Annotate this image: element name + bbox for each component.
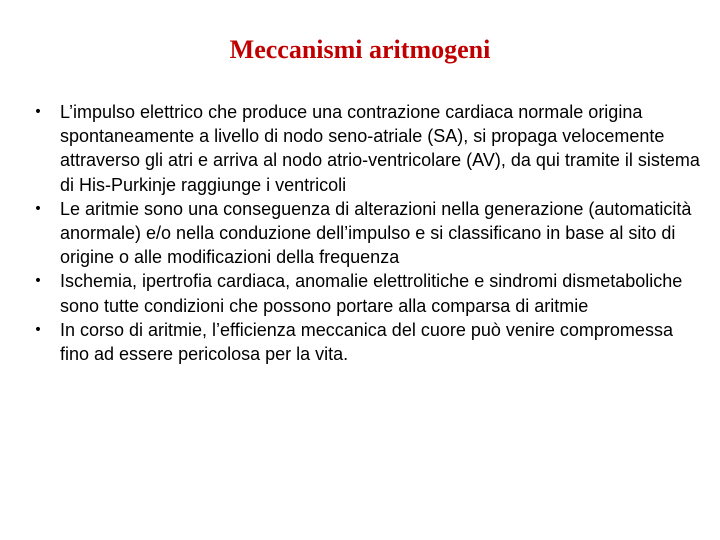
bullet-item <box>28 318 700 366</box>
bullet-text: Le aritmie sono una conseguenza di alterazioni nella generazione (automaticità anormale) e/o nella conduzione dell’impulso e si classificano in base al sito di origine o alle modificazioni della frequenza <box>60 198 692 268</box>
bullet-icon: • <box>33 321 43 338</box>
bullet-text: Ischemia, ipertrofia cardiaca, anomalie elettrolitiche e sindromi dismetaboliche sono tutte condizioni che possono portare alla comparsa di aritmie <box>60 271 683 316</box>
bullet-icon: • <box>33 104 43 120</box>
bullet-item <box>28 100 700 197</box>
bullet-list <box>28 100 700 366</box>
bullet-text: L’impulso elettrico che produce una contrazione cardiaca normale origina spontaneamente a livello di nodo seno-atriale (SA), si propaga velocemente attraverso gli atri e arriva al nodo atrio-ventricolare (AV), da qui tramite il sistema di His-Purkinje raggiunge i ventricoli <box>60 102 700 195</box>
bullet-text: In corso di aritmie, l’efficienza meccanica del cuore può venire compromessa fino ad essere pericolosa per la vita. <box>60 319 673 365</box>
slide-title: Meccanismi aritmogeni <box>229 35 491 64</box>
bullet-item <box>28 197 700 270</box>
bullet-icon: • <box>33 273 43 290</box>
bullet-item <box>28 269 700 317</box>
bullet-icon: • <box>33 200 43 217</box>
